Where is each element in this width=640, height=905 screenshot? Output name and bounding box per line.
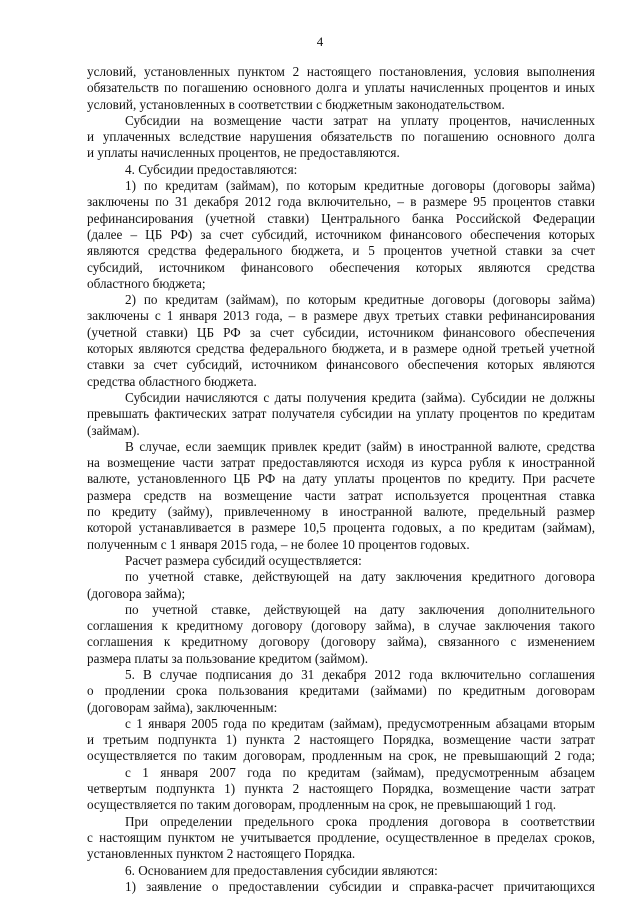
- text-line: (договора займа);: [87, 585, 186, 601]
- text-line: Расчет размера субсидий осуществляется:: [125, 552, 362, 568]
- text-line: по учетной ставке, действующей на дату заключения кредитного договора: [125, 569, 595, 585]
- text-line: обязательств по погашению основного долга и уплаты начисленных процентов и иных: [87, 80, 595, 96]
- text-line: являются средства федерального бюджета, и 5 процентов учетной ставки за счет: [87, 243, 595, 259]
- text-line: с настоящим пунктом не учитывается продление, осуществленное в пределах сроков,: [87, 829, 595, 845]
- text-line: установленных пунктом 2 настоящего Порядка.: [87, 846, 356, 862]
- text-line: рефинансирования (учетной ставки) Центрального банка Российской Федерации: [87, 210, 595, 226]
- text-line: 6. Основанием для предоставления субсидии являются:: [125, 862, 438, 878]
- text-line: превышать фактических затрат получателя субсидии на уплату процентов по кредитам: [87, 406, 595, 422]
- text-line: (договорам займа), заключенным:: [87, 699, 278, 715]
- text-line: осуществляется по таким договорам, продленным на срок, не превышающий 1 год.: [87, 797, 557, 813]
- text-line: по кредиту (займу), привлеченному в иностранной валюте, предельный размер: [87, 504, 595, 520]
- text-line: 4. Субсидии предоставляются:: [125, 161, 298, 177]
- text-line: на возмещение части затрат предоставляются исходя из курса рубля к иностранной: [87, 455, 595, 471]
- text-line: условий, установленных пунктом 2 настоящего постановления, условия выполнения: [87, 64, 595, 79]
- text-line: 2) по кредитам (займам), по которым кредитные договоры (договоры займа): [125, 292, 595, 308]
- text-line: Субсидии начисляются с даты получения кредита (займа). Субсидии не должны: [125, 389, 595, 405]
- text-line: ставки за счет субсидий, источником финансового обеспечения которых являются: [87, 357, 595, 373]
- text-line: которой устанавливается в размере 10,5 процента годовых, а по кредитам (займам),: [87, 520, 595, 536]
- text-line: (займам).: [87, 422, 140, 438]
- text-line: по учетной ставке, действующей на дату заключения дополнительного: [125, 601, 595, 617]
- text-line: областного бюджета;: [87, 275, 206, 291]
- text-line: соглашения к кредитному договору (договору займа), в случае заключения такого: [87, 618, 595, 634]
- text-line: полученным с 1 января 2015 года, – не более 10 процентов годовых.: [87, 536, 470, 552]
- text-line: 5. В случае подписания до 31 декабря 2012 года включительно соглашения: [125, 666, 595, 682]
- text-line: осуществляется по таким договорам, продленным на срок, не превышающий 2 года;: [87, 748, 595, 764]
- text-line: с 1 января 2005 года по кредитам (займам), предусмотренным абзацами вторым: [125, 715, 595, 731]
- text-line: и уплаты начисленных процентов, не предоставляются.: [87, 145, 400, 161]
- text-line: соглашения к кредитному договору (договору займа), связанного с изменением: [87, 634, 595, 650]
- text-line: Субсидии на возмещение части затрат на уплату процентов, начисленных: [125, 112, 595, 128]
- text-line: о продлении срока пользования кредитами (займами) по кредитным договорам: [87, 683, 595, 699]
- page-number: 4: [316, 34, 324, 49]
- text-line: с 1 января 2007 года по кредитам (займам), предусмотренным абзацем: [125, 764, 595, 780]
- text-line: 1) по кредитам (займам), по которым кредитные договоры (договоры займа): [125, 178, 595, 194]
- text-line: и третьим подпункта 1) пункта 2 настоящего Порядка, возмещение части затрат: [87, 732, 595, 748]
- text-line: и уплаченных вследствие нарушения обязательств по погашению основного долга: [87, 129, 595, 145]
- text-line: (далее – ЦБ РФ) за счет субсидий, источником финансового обеспечения которых: [87, 226, 595, 242]
- text-line: субсидий, источником финансового обеспечения которых являются средства: [87, 259, 595, 275]
- text-line: размера платы за пользование кредитом (займом).: [87, 650, 369, 666]
- text-line: (учетной ставки) ЦБ РФ за счет субсидии, источником финансового обеспечения: [87, 324, 595, 340]
- text-line: заключены по 31 декабря 2012 года включительно, – в размере 95 процентов ставки: [87, 194, 595, 210]
- text-line: заключены с 1 января 2013 года, – в размере двух третьих ставки рефинансирования: [87, 308, 595, 324]
- text-line: валюте, установленного ЦБ РФ на дату уплаты процентов по кредиту. При расчете: [87, 471, 595, 487]
- text-line: При определении предельного срока продления договора в соответствии: [125, 813, 595, 829]
- text-line: условий, установленных в соответствии с бюджетным законодательством.: [87, 96, 505, 112]
- text-line: четвертым подпункта 1) пункта 2 настоящего Порядка, возмещение части затрат: [87, 781, 595, 797]
- text-line: 1) заявление о предоставлении субсидии и справка-расчет причитающихся: [125, 878, 595, 894]
- text-line: В случае, если заемщик привлек кредит (займ) в иностранной валюте, средства: [125, 438, 595, 454]
- text-line: средства областного бюджета.: [87, 373, 257, 389]
- document-body: [87, 64, 595, 895]
- text-line: которых являются средства федерального бюджета, и в размере одной третьей учетной: [87, 341, 595, 357]
- text-line: размера средств на возмещение части затрат используется процентная ставка: [87, 487, 595, 503]
